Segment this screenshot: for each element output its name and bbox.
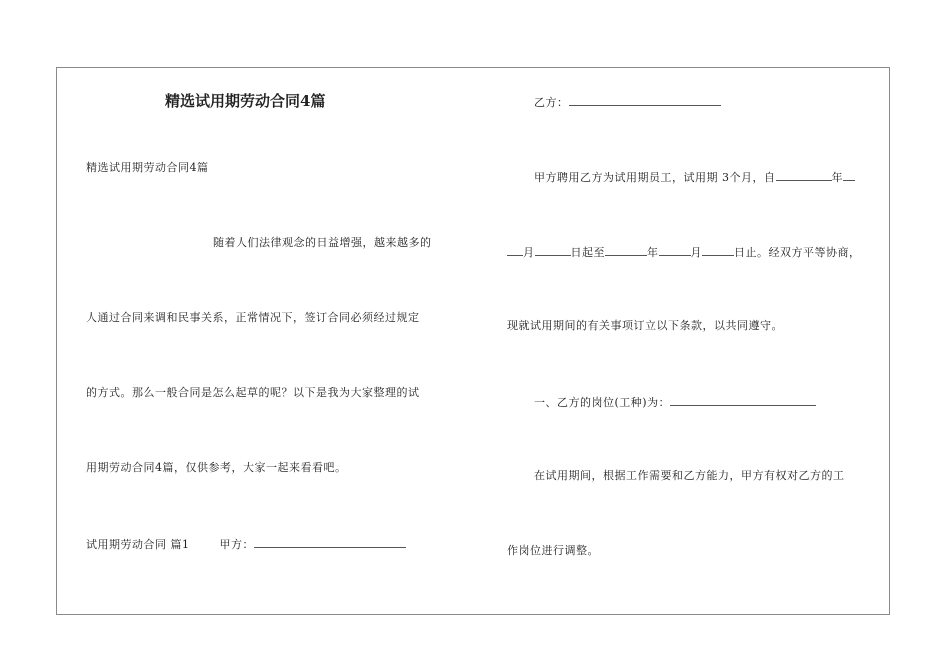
intro-line-2: 人通过合同来调和民事关系，正常情况下，签订合同必须经过规定 bbox=[86, 311, 420, 324]
subtitle: 精选试用期劳动合同4篇 bbox=[86, 161, 209, 174]
party-b-label: 乙方： bbox=[534, 96, 569, 109]
position-row bbox=[534, 394, 816, 410]
party-b-blank bbox=[569, 94, 721, 106]
adjust-line-2: 作岗位进行调整。 bbox=[507, 544, 599, 557]
intro-line-3: 的方式。那么一般合同是怎么起草的呢？以下是我为大家整理的试 bbox=[86, 386, 420, 399]
probation-text: 甲方聘用乙方为试用期员工，试用期 3个月，自 bbox=[534, 171, 776, 184]
start-year-blank bbox=[776, 169, 832, 181]
end-month-blank bbox=[659, 244, 691, 256]
contract-heading-text: 试用期劳动合同 篇1 bbox=[86, 538, 190, 551]
adjust-line-1: 在试用期间，根据工作需要和乙方能力，甲方有权对乙方的工 bbox=[534, 469, 845, 482]
party-a-blank bbox=[254, 536, 406, 548]
intro-line-4: 用期劳动合同4篇，仅供参考，大家一起来看看吧。 bbox=[86, 461, 347, 474]
contract-heading bbox=[86, 536, 406, 552]
start-month-blank-2 bbox=[507, 244, 523, 256]
party-b-row bbox=[534, 94, 721, 110]
probation-line-2 bbox=[507, 244, 861, 260]
position-blank bbox=[670, 394, 816, 406]
party-a-label: 甲方： bbox=[219, 538, 254, 551]
year-label-1: 年 bbox=[831, 171, 843, 184]
position-label: 一、乙方的岗位(工种)为： bbox=[534, 396, 671, 409]
probation-line-3: 现就试用期间的有关事项订立以下条款，以共同遵守。 bbox=[507, 319, 783, 332]
document-page bbox=[56, 67, 890, 615]
end-text: 日止。经双方平等协商， bbox=[734, 246, 861, 259]
end-year-blank bbox=[605, 244, 647, 256]
end-day-blank bbox=[702, 244, 734, 256]
document-title: 精选试用期劳动合同4篇 bbox=[165, 92, 326, 110]
month-label-2: 月 bbox=[690, 246, 702, 259]
probation-line-1 bbox=[534, 169, 855, 185]
start-day-blank bbox=[535, 244, 571, 256]
intro-line-1: 随着人们法律观念的日益增强，越来越多的 bbox=[213, 236, 432, 249]
month-label-1: 月 bbox=[523, 246, 535, 259]
start-month-blank bbox=[843, 169, 855, 181]
from-label: 日起至 bbox=[570, 246, 605, 259]
year-label-2: 年 bbox=[647, 246, 659, 259]
